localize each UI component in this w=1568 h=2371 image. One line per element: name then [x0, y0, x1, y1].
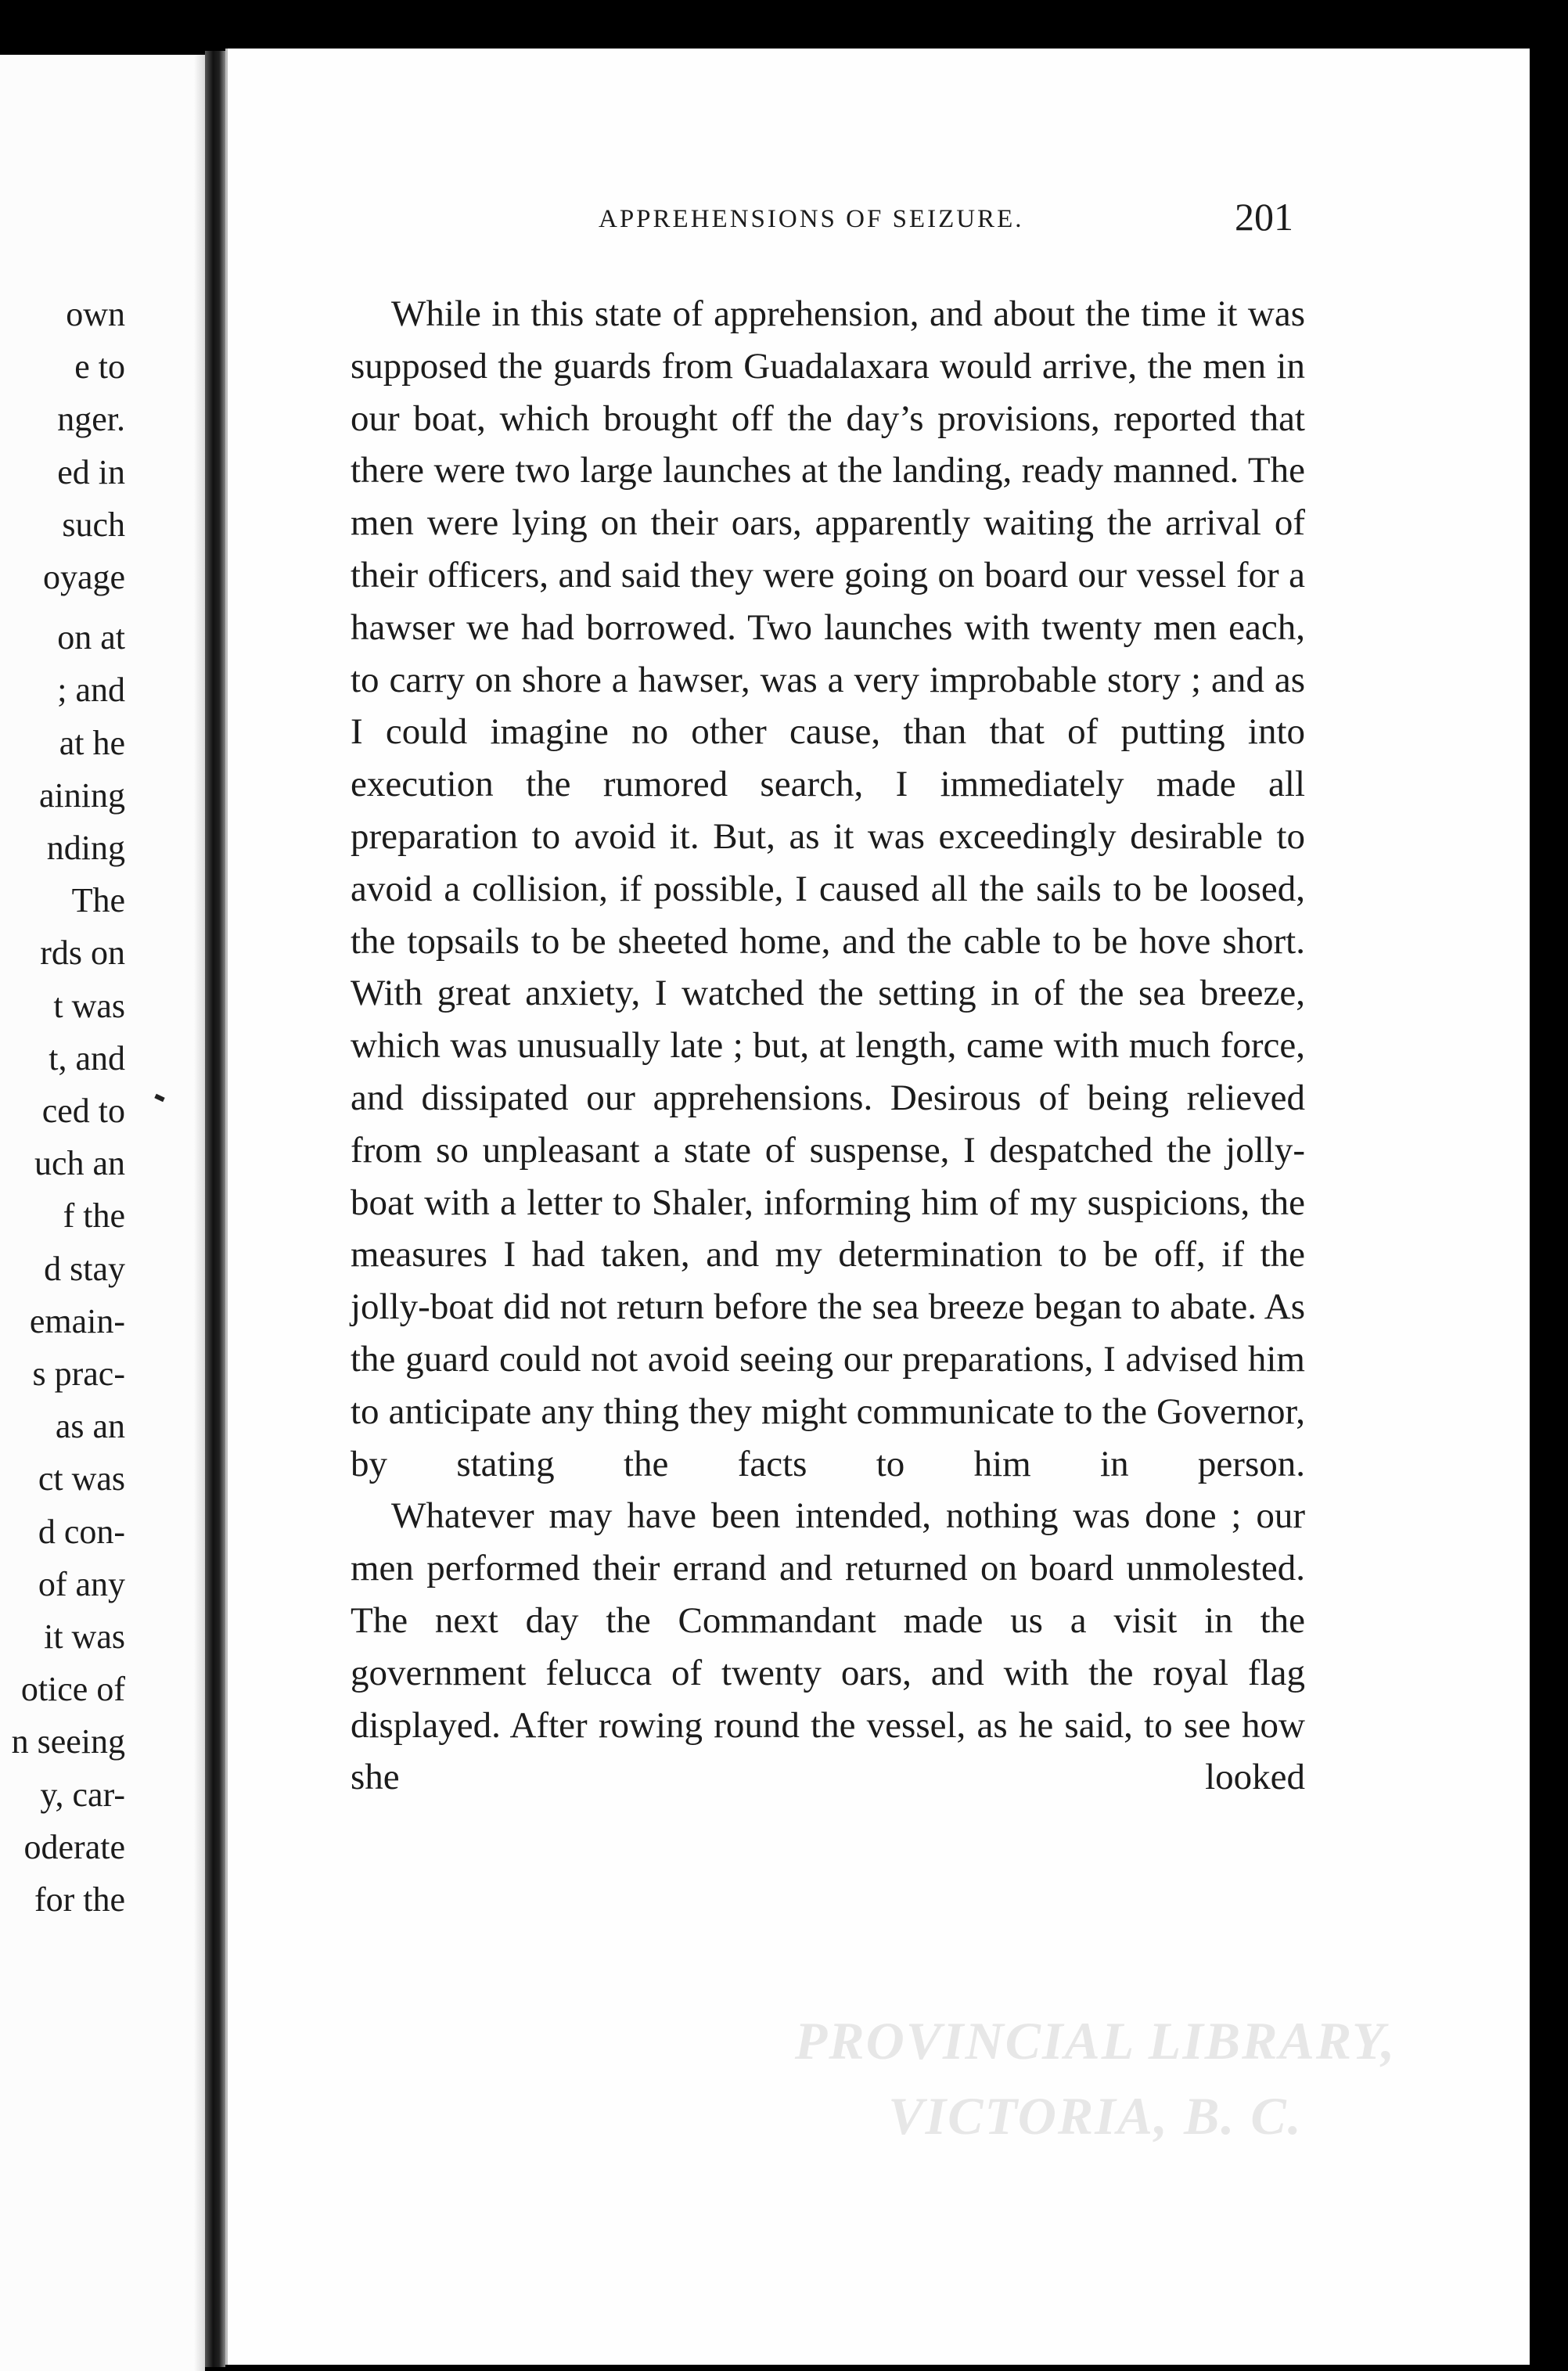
facing-page-line: nger. — [57, 400, 125, 439]
facing-page-line: ed in — [57, 452, 125, 491]
facing-page-line: own — [66, 295, 125, 333]
facing-page-line: emain- — [29, 1301, 125, 1340]
facing-page-line: such — [62, 505, 125, 544]
paragraph: While in this state of apprehension, and about the time it was supposed the guards from Guadalaxara would arrive, the men in our boat, which brought off the day’s provisions, reported that there were two large launches at the landing, ready manned. The men were lying on their oars, apparently waiting the arrival of their officers, and said they were going on board our vessel for a hawser we had borrowed. Two launches with twenty men each, to carry on shore a hawser, was a very improbable story ; and as I could imagine no other cause, than that of putting into execution the rumored search, I immediately made all preparation to avoid it. But, as it was exceedingly desirable to avoid a collision, if possible, I caused all the sails to be loosed, the topsails to be sheeted home, and the cable to be hove short. With great anxiety, I watched the setting in of the sea breeze, which was unusually late ; but, at length, came with much force, and dissipated our apprehensions. Desirous of being relieved from so unpleasant a state of suspense, I despatched the jolly-boat with a letter to Shaler, informing him of my suspicions, the measures I had taken, and my determination to be off, if the jolly-boat did not return before the sea breeze began to abate. As the guard could not avoid seeing our preparations, I advised him to anticipate any thing they might communicate to the Governor, by stating the facts to him in person. — [351, 293, 1305, 1484]
ink-speck — [154, 1094, 164, 1103]
facing-page-line: y, car- — [40, 1775, 125, 1814]
stamp-line: PROVINCIAL LIBRARY, — [794, 2011, 1397, 2071]
facing-page-line: of any — [38, 1564, 125, 1603]
facing-page-line: d con- — [38, 1512, 125, 1551]
facing-page-line: aining — [39, 775, 125, 815]
facing-page-line: oyage — [42, 558, 125, 597]
facing-page-line: ; and — [57, 671, 125, 710]
facing-page-line: The — [71, 881, 125, 920]
facing-page-line: ct was — [38, 1459, 125, 1499]
facing-page-line: s prac- — [32, 1355, 125, 1394]
facing-page-line: at he — [59, 723, 125, 762]
facing-page-line: for the — [34, 1880, 125, 1919]
facing-page-line: uch an — [34, 1144, 125, 1183]
library-stamp — [782, 2003, 1408, 2153]
facing-page-line: t was — [53, 986, 125, 1025]
facing-page-line: nding — [46, 829, 125, 868]
paragraph: Whatever may have been intended, nothing was done ; our men performed their errand and returned on board unmolested. The next day the Commandant made us a visit in the government felucca of twenty oars, and with the royal flag displayed. After rowing round the vessel, as he said, to see how she looked — [351, 1495, 1305, 1798]
facing-page-line: n seeing — [11, 1722, 125, 1761]
facing-page-line: d stay — [44, 1249, 125, 1288]
facing-page-line: t, and — [49, 1038, 125, 1078]
facing-page-line: as an — [55, 1407, 125, 1446]
facing-page-line: otice of — [20, 1670, 125, 1709]
scan-border — [1530, 49, 1568, 2365]
facing-page-line: e to — [74, 347, 125, 387]
body-text — [351, 288, 1305, 1804]
facing-page-line: it was — [44, 1617, 125, 1657]
facing-page-line: rds on — [40, 934, 125, 973]
page-curl-shadow — [194, 55, 205, 2371]
page-number: 201 — [1235, 195, 1293, 239]
facing-page-line: oderate — [23, 1827, 125, 1866]
facing-page-line: ced to — [41, 1092, 125, 1131]
running-head: APPREHENSIONS OF SEIZURE. — [599, 205, 1024, 233]
facing-page-text — [12, 288, 125, 1926]
book-gutter — [205, 51, 225, 2367]
facing-page — [0, 55, 205, 2371]
stamp-line: VICTORIA, B. C. — [888, 2086, 1303, 2146]
facing-page-line: on at — [57, 618, 125, 657]
facing-page-line: f the — [63, 1196, 125, 1236]
